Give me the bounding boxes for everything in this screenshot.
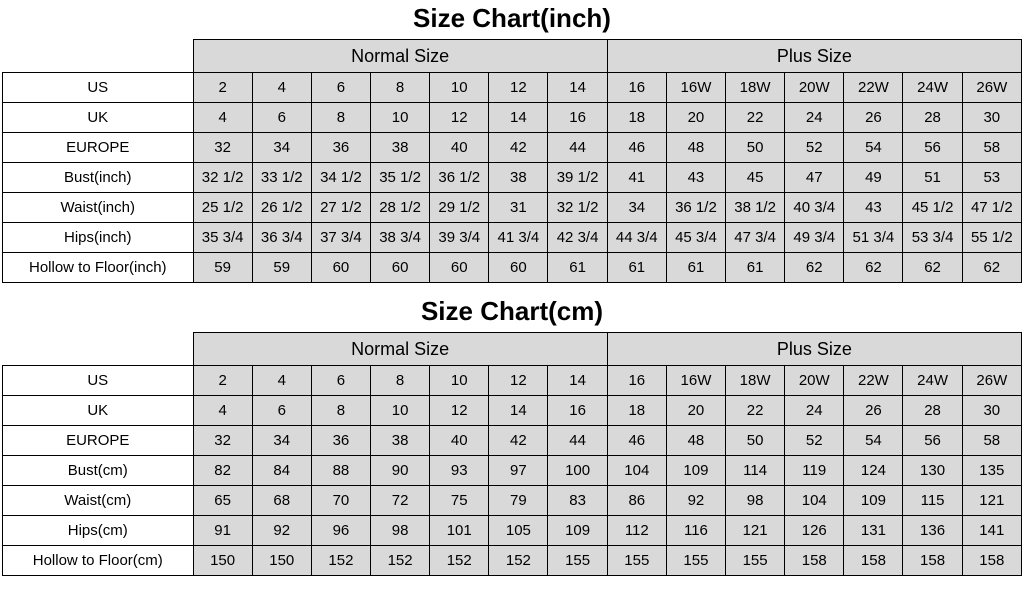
cell: 41 3/4 — [489, 223, 548, 253]
cell: 124 — [844, 456, 903, 486]
cell: 51 — [903, 163, 962, 193]
cell: 18W — [726, 366, 785, 396]
corner-blank-cell — [3, 40, 194, 73]
cell: 93 — [430, 456, 489, 486]
cell: 27 1/2 — [311, 193, 370, 223]
cell: 34 — [252, 426, 311, 456]
cell: 34 — [607, 193, 666, 223]
cell: 39 1/2 — [548, 163, 607, 193]
cell: 58 — [962, 426, 1021, 456]
cell: 43 — [844, 193, 903, 223]
cell: 16 — [607, 366, 666, 396]
cell: 8 — [371, 366, 430, 396]
cell: 42 — [489, 426, 548, 456]
cell: 24 — [785, 103, 844, 133]
table-row — [3, 426, 1022, 456]
cell: 26 — [844, 103, 903, 133]
cell: 72 — [371, 486, 430, 516]
section-divider — [0, 283, 1024, 293]
cell: 36 1/2 — [666, 193, 725, 223]
cell: 6 — [252, 103, 311, 133]
cell: 38 3/4 — [371, 223, 430, 253]
cell: 16 — [607, 73, 666, 103]
row-label: Hollow to Floor(inch) — [3, 253, 194, 283]
cell: 53 — [962, 163, 1021, 193]
cell: 55 1/2 — [962, 223, 1021, 253]
table-row — [3, 103, 1022, 133]
table-row — [3, 516, 1022, 546]
cell: 14 — [489, 103, 548, 133]
cell: 45 — [726, 163, 785, 193]
cell: 121 — [962, 486, 1021, 516]
cell: 44 — [548, 426, 607, 456]
cell: 8 — [371, 73, 430, 103]
cell: 34 1/2 — [311, 163, 370, 193]
cell: 24W — [903, 366, 962, 396]
cell: 43 — [666, 163, 725, 193]
cell: 34 — [252, 133, 311, 163]
cell: 158 — [844, 546, 903, 576]
cell: 158 — [785, 546, 844, 576]
cell: 36 — [311, 133, 370, 163]
cell: 6 — [252, 396, 311, 426]
cell: 18W — [726, 73, 785, 103]
row-label: Waist(inch) — [3, 193, 194, 223]
cell: 92 — [666, 486, 725, 516]
cell: 60 — [489, 253, 548, 283]
row-label: Bust(inch) — [3, 163, 194, 193]
row-label: EUROPE — [3, 133, 194, 163]
cell: 26 1/2 — [252, 193, 311, 223]
cell: 42 3/4 — [548, 223, 607, 253]
page-title-cm: Size Chart(cm) — [420, 296, 604, 326]
cell: 32 1/2 — [193, 163, 252, 193]
cell: 104 — [607, 456, 666, 486]
cell: 12 — [430, 103, 489, 133]
cell: 40 3/4 — [785, 193, 844, 223]
cell: 32 — [193, 133, 252, 163]
cell: 25 1/2 — [193, 193, 252, 223]
cell: 29 1/2 — [430, 193, 489, 223]
cell: 22W — [844, 366, 903, 396]
cell: 155 — [607, 546, 666, 576]
cell: 60 — [311, 253, 370, 283]
size-table-cm — [2, 332, 1022, 576]
cell: 30 — [962, 396, 1021, 426]
cell: 38 — [489, 163, 548, 193]
cell: 4 — [193, 103, 252, 133]
table-row — [3, 73, 1022, 103]
cell: 49 3/4 — [785, 223, 844, 253]
cell: 70 — [311, 486, 370, 516]
cell: 58 — [962, 133, 1021, 163]
cell: 92 — [252, 516, 311, 546]
table-row — [3, 486, 1022, 516]
cell: 116 — [666, 516, 725, 546]
cell: 33 1/2 — [252, 163, 311, 193]
row-label: Hollow to Floor(cm) — [3, 546, 194, 576]
cell: 119 — [785, 456, 844, 486]
cell: 152 — [430, 546, 489, 576]
cell: 101 — [430, 516, 489, 546]
cell: 84 — [252, 456, 311, 486]
cell: 44 — [548, 133, 607, 163]
cell: 32 — [193, 426, 252, 456]
cell: 4 — [252, 366, 311, 396]
cell: 22W — [844, 73, 903, 103]
cell: 48 — [666, 133, 725, 163]
cell: 20W — [785, 366, 844, 396]
table-row — [3, 456, 1022, 486]
cell: 28 — [903, 103, 962, 133]
page-title-inch: Size Chart(inch) — [413, 3, 611, 33]
cell: 2 — [193, 73, 252, 103]
cell: 115 — [903, 486, 962, 516]
cell: 155 — [548, 546, 607, 576]
cell: 141 — [962, 516, 1021, 546]
cell: 62 — [962, 253, 1021, 283]
cell: 105 — [489, 516, 548, 546]
cell: 62 — [785, 253, 844, 283]
cell: 45 3/4 — [666, 223, 725, 253]
cell: 6 — [311, 73, 370, 103]
cell: 28 1/2 — [371, 193, 430, 223]
cell: 42 — [489, 133, 548, 163]
cell: 83 — [548, 486, 607, 516]
group-header-plus: Plus Size — [607, 40, 1021, 73]
cell: 47 1/2 — [962, 193, 1021, 223]
cell: 8 — [311, 396, 370, 426]
cell: 38 — [371, 426, 430, 456]
cell: 16 — [548, 103, 607, 133]
cell: 36 — [311, 426, 370, 456]
cell: 10 — [430, 73, 489, 103]
row-label: Bust(cm) — [3, 456, 194, 486]
table-row — [3, 253, 1022, 283]
group-header-normal: Normal Size — [193, 333, 607, 366]
cell: 54 — [844, 426, 903, 456]
cell: 36 3/4 — [252, 223, 311, 253]
cell: 28 — [903, 396, 962, 426]
cell: 10 — [371, 103, 430, 133]
cell: 10 — [371, 396, 430, 426]
cell: 4 — [193, 396, 252, 426]
cell: 26 — [844, 396, 903, 426]
row-label: EUROPE — [3, 426, 194, 456]
cell: 158 — [962, 546, 1021, 576]
corner-blank-cell — [3, 333, 194, 366]
cell: 79 — [489, 486, 548, 516]
cell: 12 — [430, 396, 489, 426]
cell: 6 — [311, 366, 370, 396]
cell: 22 — [726, 103, 785, 133]
cell: 2 — [193, 366, 252, 396]
cell: 150 — [193, 546, 252, 576]
cell: 62 — [903, 253, 962, 283]
table-row — [3, 133, 1022, 163]
cell: 16W — [666, 366, 725, 396]
cell: 150 — [252, 546, 311, 576]
cell: 60 — [371, 253, 430, 283]
cell: 130 — [903, 456, 962, 486]
table-row — [3, 396, 1022, 426]
cell: 82 — [193, 456, 252, 486]
cell: 20 — [666, 103, 725, 133]
cell: 61 — [607, 253, 666, 283]
cell: 39 3/4 — [430, 223, 489, 253]
cell: 12 — [489, 366, 548, 396]
cell: 68 — [252, 486, 311, 516]
cell: 35 1/2 — [371, 163, 430, 193]
cell: 90 — [371, 456, 430, 486]
cell: 62 — [844, 253, 903, 283]
cell: 41 — [607, 163, 666, 193]
cell: 109 — [666, 456, 725, 486]
cell: 155 — [666, 546, 725, 576]
cell: 14 — [548, 366, 607, 396]
cell: 50 — [726, 426, 785, 456]
cell: 46 — [607, 133, 666, 163]
cell: 26W — [962, 73, 1021, 103]
cell: 52 — [785, 133, 844, 163]
cell: 56 — [903, 426, 962, 456]
table-group-header-row — [3, 40, 1022, 73]
cell: 32 1/2 — [548, 193, 607, 223]
cell: 18 — [607, 396, 666, 426]
cell: 97 — [489, 456, 548, 486]
table-row — [3, 163, 1022, 193]
cell: 112 — [607, 516, 666, 546]
cell: 98 — [371, 516, 430, 546]
cell: 52 — [785, 426, 844, 456]
cell: 31 — [489, 193, 548, 223]
cell: 24W — [903, 73, 962, 103]
cell: 152 — [311, 546, 370, 576]
row-label: US — [3, 73, 194, 103]
cell: 155 — [726, 546, 785, 576]
cell: 65 — [193, 486, 252, 516]
size-table-inch — [2, 39, 1022, 283]
cell: 38 1/2 — [726, 193, 785, 223]
cell: 56 — [903, 133, 962, 163]
group-header-normal: Normal Size — [193, 40, 607, 73]
cell: 54 — [844, 133, 903, 163]
cell: 8 — [311, 103, 370, 133]
cell: 18 — [607, 103, 666, 133]
cell: 53 3/4 — [903, 223, 962, 253]
cell: 38 — [371, 133, 430, 163]
cell: 47 — [785, 163, 844, 193]
cell: 45 1/2 — [903, 193, 962, 223]
cell: 46 — [607, 426, 666, 456]
cell: 10 — [430, 366, 489, 396]
cell: 61 — [548, 253, 607, 283]
cell: 60 — [430, 253, 489, 283]
cell: 14 — [489, 396, 548, 426]
cell: 50 — [726, 133, 785, 163]
table-row — [3, 223, 1022, 253]
cell: 86 — [607, 486, 666, 516]
cell: 75 — [430, 486, 489, 516]
size-chart-inch-block — [0, 0, 1024, 283]
cell: 131 — [844, 516, 903, 546]
cell: 16W — [666, 73, 725, 103]
table-row — [3, 193, 1022, 223]
cell: 152 — [489, 546, 548, 576]
row-label: Hips(cm) — [3, 516, 194, 546]
cell: 96 — [311, 516, 370, 546]
cell: 37 3/4 — [311, 223, 370, 253]
row-label: US — [3, 366, 194, 396]
cell: 20 — [666, 396, 725, 426]
cell: 20W — [785, 73, 844, 103]
table-row — [3, 366, 1022, 396]
cell: 22 — [726, 396, 785, 426]
cell: 14 — [548, 73, 607, 103]
cell: 30 — [962, 103, 1021, 133]
row-label: UK — [3, 103, 194, 133]
table-row — [3, 546, 1022, 576]
cell: 4 — [252, 73, 311, 103]
cell: 59 — [252, 253, 311, 283]
cell: 35 3/4 — [193, 223, 252, 253]
cell: 48 — [666, 426, 725, 456]
cell: 109 — [844, 486, 903, 516]
cell: 61 — [666, 253, 725, 283]
row-label: UK — [3, 396, 194, 426]
group-header-plus: Plus Size — [607, 333, 1021, 366]
cell: 61 — [726, 253, 785, 283]
cell: 126 — [785, 516, 844, 546]
cell: 121 — [726, 516, 785, 546]
cell: 24 — [785, 396, 844, 426]
cell: 109 — [548, 516, 607, 546]
cell: 12 — [489, 73, 548, 103]
cell: 91 — [193, 516, 252, 546]
cell: 135 — [962, 456, 1021, 486]
row-label: Hips(inch) — [3, 223, 194, 253]
cell: 47 3/4 — [726, 223, 785, 253]
row-label: Waist(cm) — [3, 486, 194, 516]
cell: 98 — [726, 486, 785, 516]
cell: 104 — [785, 486, 844, 516]
cell: 40 — [430, 426, 489, 456]
cell: 16 — [548, 396, 607, 426]
cell: 49 — [844, 163, 903, 193]
cell: 51 3/4 — [844, 223, 903, 253]
cell: 36 1/2 — [430, 163, 489, 193]
cell: 26W — [962, 366, 1021, 396]
cell: 59 — [193, 253, 252, 283]
cell: 136 — [903, 516, 962, 546]
cell: 158 — [903, 546, 962, 576]
cell: 100 — [548, 456, 607, 486]
cell: 40 — [430, 133, 489, 163]
cell: 44 3/4 — [607, 223, 666, 253]
cell: 114 — [726, 456, 785, 486]
table-group-header-row — [3, 333, 1022, 366]
cell: 88 — [311, 456, 370, 486]
cell: 152 — [371, 546, 430, 576]
size-chart-cm-block — [0, 293, 1024, 576]
